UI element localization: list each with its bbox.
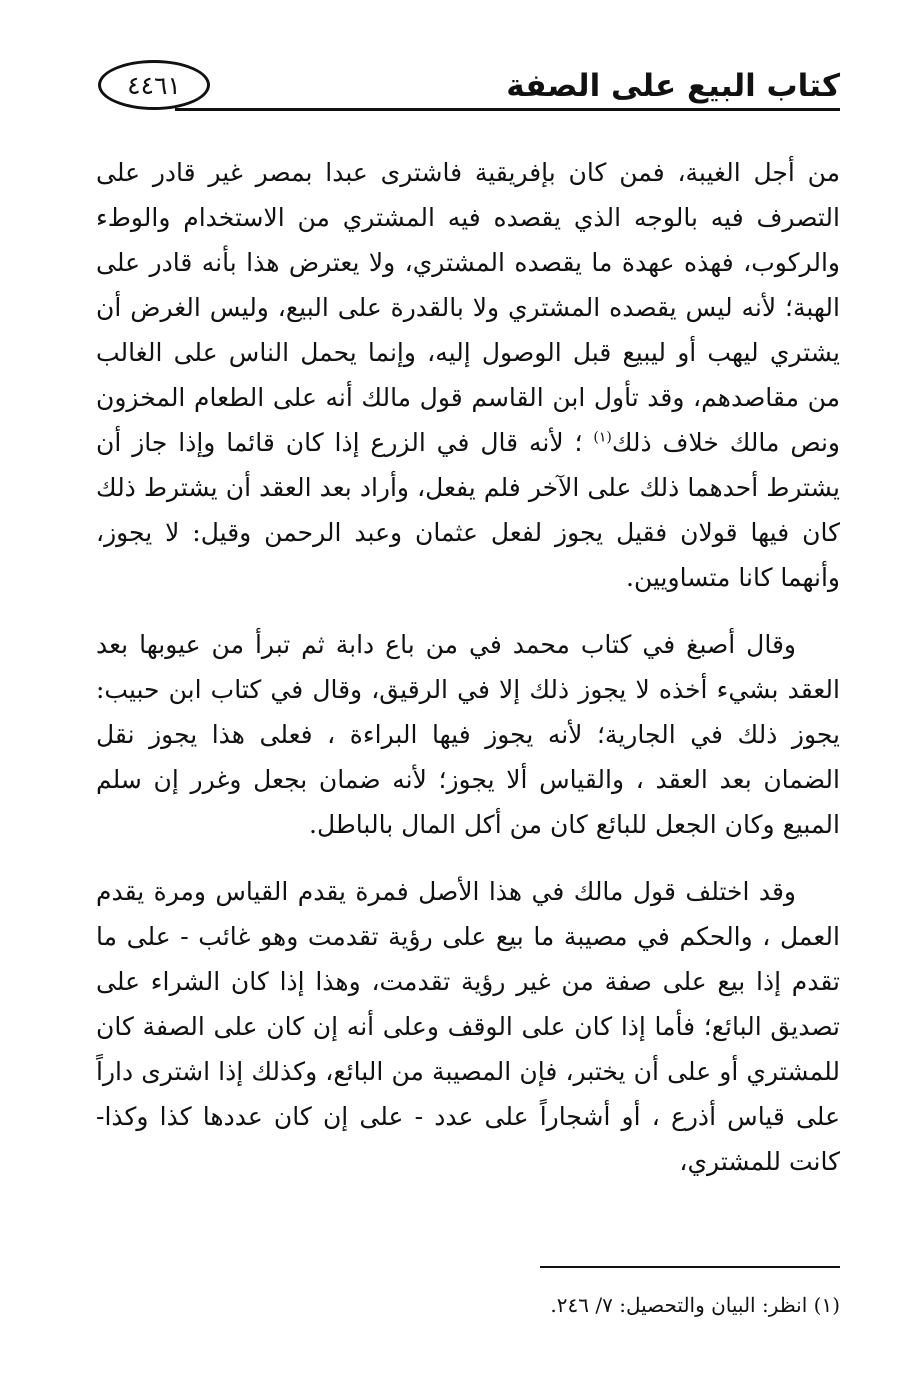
footnote: (١) انظر: البيان والتحصيل: ٧/ ٢٤٦.: [550, 1293, 840, 1317]
paragraph-1-continuation: ؛ لأنه قال في الزرع إذا كان قائما وإذا جاز أن يشترط أحدهما ذلك على الآخر فلم يفعل، وأراد بعد العقد أن يشترط ذلك كان فيها قولان فقيل يجوز لفعل عثمان وعبد الرحمن وقيل: لا يجوز، وأنهما كانا متساويين.: [96, 428, 840, 592]
footnote-reference[interactable]: (١): [593, 429, 612, 446]
paragraph-3: وقد اختلف قول مالك في هذا الأصل فمرة يقدم القياس ومرة يقدم العمل ، والحكم في مصيبة ما بيع على رؤية تقدمت وهو غائب - على ما تقدم إذا بيع على صفة من غير رؤية تقدمت، وهذا إذا كان الشراء على تصديق البائع؛ فأما إذا كان على الوقف وعلى أنه إن كان على الصفة كان للمشتري أو على أن يختبر، فإن المصيبة من البائع، وكذلك إذا اشترى داراً على قياس أذرع ، أو أشجاراً على عدد - على إن كان عددها كذا وكذا- كانت للمشتري،: [96, 877, 840, 1176]
footnote-rule: [540, 1266, 840, 1268]
header-rule: [175, 108, 840, 111]
page-number: ٤٤٦١: [127, 70, 181, 100]
paragraph-1: [96, 150, 840, 600]
running-title: كتاب البيع على الصفة: [506, 68, 840, 104]
paragraph-2: وقال أصبغ في كتاب محمد في من باع دابة ثم تبرأ من عيوبها بعد العقد بشيء أخذه لا يجوز ذلك إلا في الرقيق، وقال في كتاب ابن حبيب: يجوز ذلك في الجارية؛ لأنه يجوز فيها البراءة ، فعلى هذا يجوز نقل الضمان بعد العقد ، والقياس ألا يجوز؛ لأنه ضمان بجعل وغرر إن سلم المبيع وكان الجعل للبائع كان من أكل المال بالباطل.: [96, 630, 840, 839]
body-text: [96, 150, 840, 1206]
page-header: [95, 58, 840, 122]
page-number-frame: [98, 60, 210, 110]
paragraph-1-text: من أجل الغيبة، فمن كان بإفريقية فاشترى عبدا بمصر غير قادر على التصرف فيه بالوجه الذي يقصده فيه المشتري من الاستخدام والوطء والركوب، فهذه عهدة ما يقصده المشتري، ولا يعترض هذا بأنه قادر على الهبة؛ لأنه ليس يقصده المشتري ولا بالقدرة على البيع، وليس الغرض أن يشتري ليهب أو ليبيع قبل الوصول إليه، وإنما يحمل الناس على الغالب من مقاصدهم، وقد تأول ابن القاسم قول مالك أنه على الطعام المخزون ونص مالك خلاف ذلك: [96, 158, 840, 457]
